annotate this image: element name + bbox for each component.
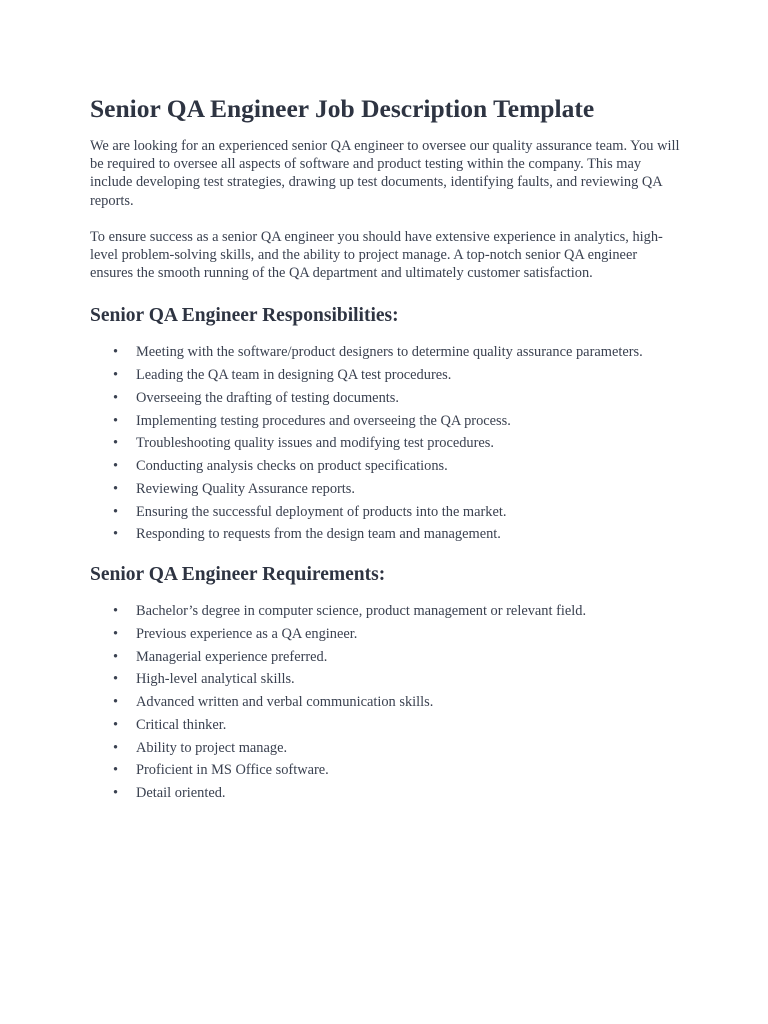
- bullet-icon: •: [113, 762, 119, 779]
- bullet-icon: •: [113, 412, 119, 429]
- list-item-text: Meeting with the software/product designers to determine quality assurance parameters.: [136, 344, 643, 361]
- list-item: [90, 600, 680, 623]
- list-item-text: Troubleshooting quality issues and modifying test procedures.: [136, 435, 495, 452]
- list-item-text: Critical thinker.: [136, 716, 227, 733]
- list-item: [90, 432, 680, 455]
- requirements-list: [90, 600, 680, 805]
- list-item-text: High-level analytical skills.: [136, 671, 295, 688]
- list-item-text: Bachelor’s degree in computer science, product management or relevant field.: [136, 603, 587, 620]
- bullet-icon: •: [113, 716, 119, 733]
- document-page: [90, 92, 680, 805]
- list-item: [90, 782, 680, 805]
- list-item: [90, 623, 680, 646]
- list-item: [90, 523, 680, 546]
- bullet-icon: •: [113, 526, 119, 543]
- list-item-text: Ensuring the successful deployment of products into the market.: [136, 503, 507, 520]
- list-item: [90, 714, 680, 737]
- bullet-icon: •: [113, 625, 119, 642]
- bullet-icon: •: [113, 480, 119, 497]
- list-item: [90, 737, 680, 760]
- list-item-text: Detail oriented.: [136, 785, 226, 802]
- bullet-icon: •: [113, 785, 119, 802]
- list-item: [90, 387, 680, 410]
- list-item: [90, 478, 680, 501]
- list-item-text: Reviewing Quality Assurance reports.: [136, 480, 356, 497]
- list-item: [90, 364, 680, 387]
- list-item: [90, 410, 680, 433]
- list-item: [90, 501, 680, 524]
- bullet-icon: •: [113, 435, 119, 452]
- list-item-text: Conducting analysis checks on product specifications.: [136, 458, 448, 475]
- bullet-icon: •: [113, 344, 119, 361]
- bullet-icon: •: [113, 603, 119, 620]
- intro-paragraph-1: We are looking for an experienced senior QA engineer to oversee our quality assurance team. You will be required to oversee all aspects of software and product testing within the company. This may include developing test strategies, drawing up test documents, identifying faults, and reviewing QA reports.: [90, 138, 680, 209]
- responsibilities-list: [90, 341, 680, 546]
- list-item-text: Leading the QA team in designing QA test procedures.: [136, 367, 452, 384]
- bullet-icon: •: [113, 671, 119, 688]
- bullet-icon: •: [113, 458, 119, 475]
- list-item-text: Overseeing the drafting of testing documents.: [136, 389, 399, 406]
- intro-paragraph-2: To ensure success as a senior QA engineer you should have extensive experience in analytics, high-level problem-solving skills, and the ability to project manage. A top-notch senior QA engineer ensures the smooth running of the QA department and ultimately customer satisfaction.: [90, 228, 663, 282]
- list-item: [90, 691, 680, 714]
- list-item-text: Implementing testing procedures and overseeing the QA process.: [136, 412, 511, 429]
- list-item: [90, 341, 680, 364]
- list-item: [90, 455, 680, 478]
- bullet-icon: •: [113, 367, 119, 384]
- list-item: [90, 646, 680, 669]
- list-item-text: Advanced written and verbal communication skills.: [136, 694, 434, 711]
- list-item-text: Managerial experience preferred.: [136, 648, 328, 665]
- bullet-icon: •: [113, 389, 119, 406]
- list-item-text: Proficient in MS Office software.: [136, 762, 329, 779]
- bullet-icon: •: [113, 694, 119, 711]
- list-item-text: Ability to project manage.: [136, 739, 288, 756]
- list-item-text: Previous experience as a QA engineer.: [136, 625, 358, 642]
- bullet-icon: •: [113, 503, 119, 520]
- list-item: [90, 759, 680, 782]
- page-title: Senior QA Engineer Job Description Template: [90, 94, 595, 123]
- bullet-icon: •: [113, 648, 119, 665]
- responsibilities-heading: Senior QA Engineer Responsibilities:: [90, 305, 399, 327]
- list-item: [90, 668, 680, 691]
- bullet-icon: •: [113, 739, 119, 756]
- requirements-heading: Senior QA Engineer Requirements:: [90, 564, 386, 586]
- list-item-text: Responding to requests from the design team and management.: [136, 526, 501, 543]
